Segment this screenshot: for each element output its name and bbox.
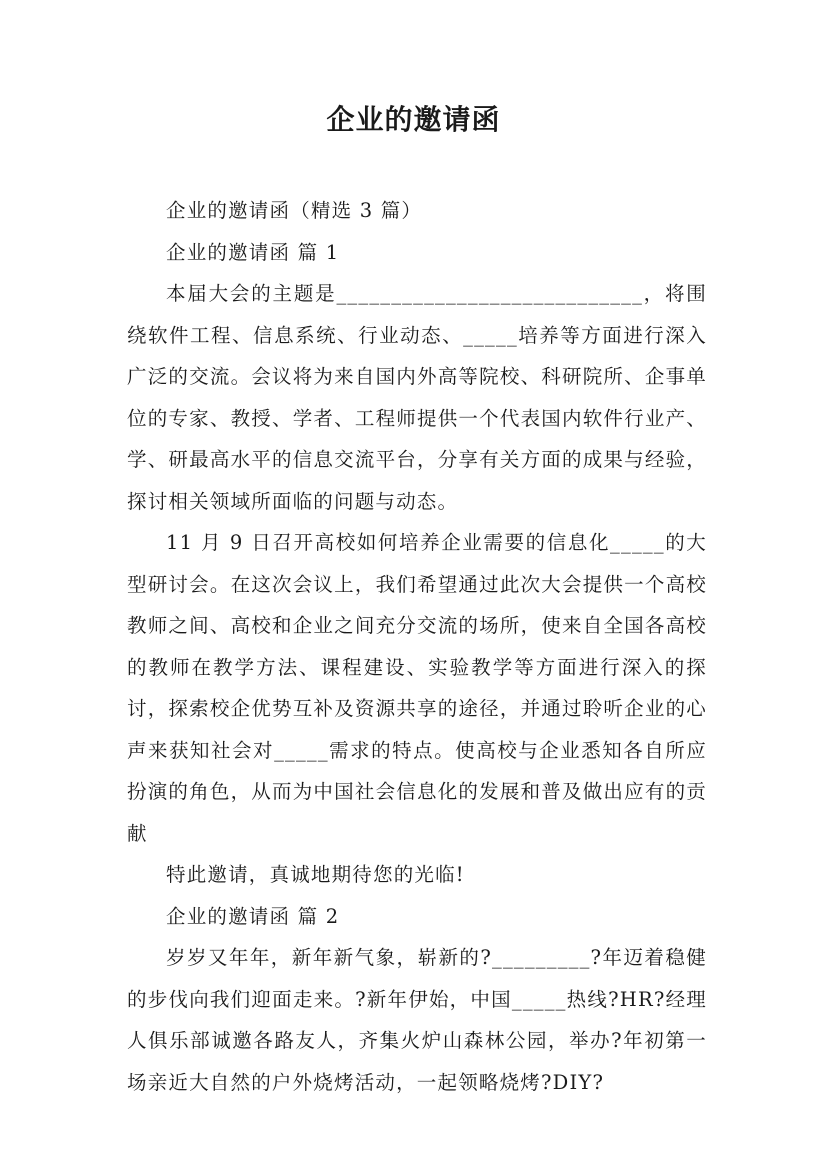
- paragraph-3: 岁岁又年年，新年新气象，崭新的?_________?年迈着稳健的步伐向我们迎面走来。?新年伊始，中国_____热线?HR?经理人俱乐部诚邀各路友人，齐集火炉山森林公园，举办?年初第一场亲近大自然的户外烧烤活动，一起领略烧烤?DIY?: [127, 946, 707, 1094]
- paragraph-1: 本届大会的主题是____________________________，将围绕软件工程、信息系统、行业动态、_____培养等方面进行深入广泛的交流。会议将为来自国内外高等院校、科研院所、企事单位的专家、教授、学者、工程师提供一个代表国内软件行业产、学、研最高水平的信息交流平台，分享有关方面的成果与经验，探讨相关领域所面临的问题与动态。: [127, 282, 707, 513]
- paragraph-closing: 特此邀请，真诚地期待您的光临!: [166, 863, 465, 886]
- document-title: 企业的邀请函: [326, 103, 501, 136]
- paragraph-subtitle: 企业的邀请函（精选 3 篇）: [166, 199, 423, 222]
- paragraph-heading-2: 企业的邀请函 篇 2: [166, 904, 340, 928]
- paragraph-2: 11 月 9 日召开高校如何培养企业需要的信息化_____的大型研讨会。在这次会议上，我们希望通过此次大会提供一个高校教师之间、高校和企业之间充分交流的场所，使来自全国各高校的教师在教学方法、课程建设、实验教学等方面进行深入的探讨，探索校企优势互补及资源共享的途径，并通过聆听企业的心声来获知社会对_____需求的特点。使高校与企业悉知各自所应扮演的角色，从而为中国社会信息化的发展和普及做出应有的贡献: [127, 531, 707, 845]
- paragraph-heading-1: 企业的邀请函 篇 1: [166, 240, 340, 264]
- document-body: [127, 190, 707, 1103]
